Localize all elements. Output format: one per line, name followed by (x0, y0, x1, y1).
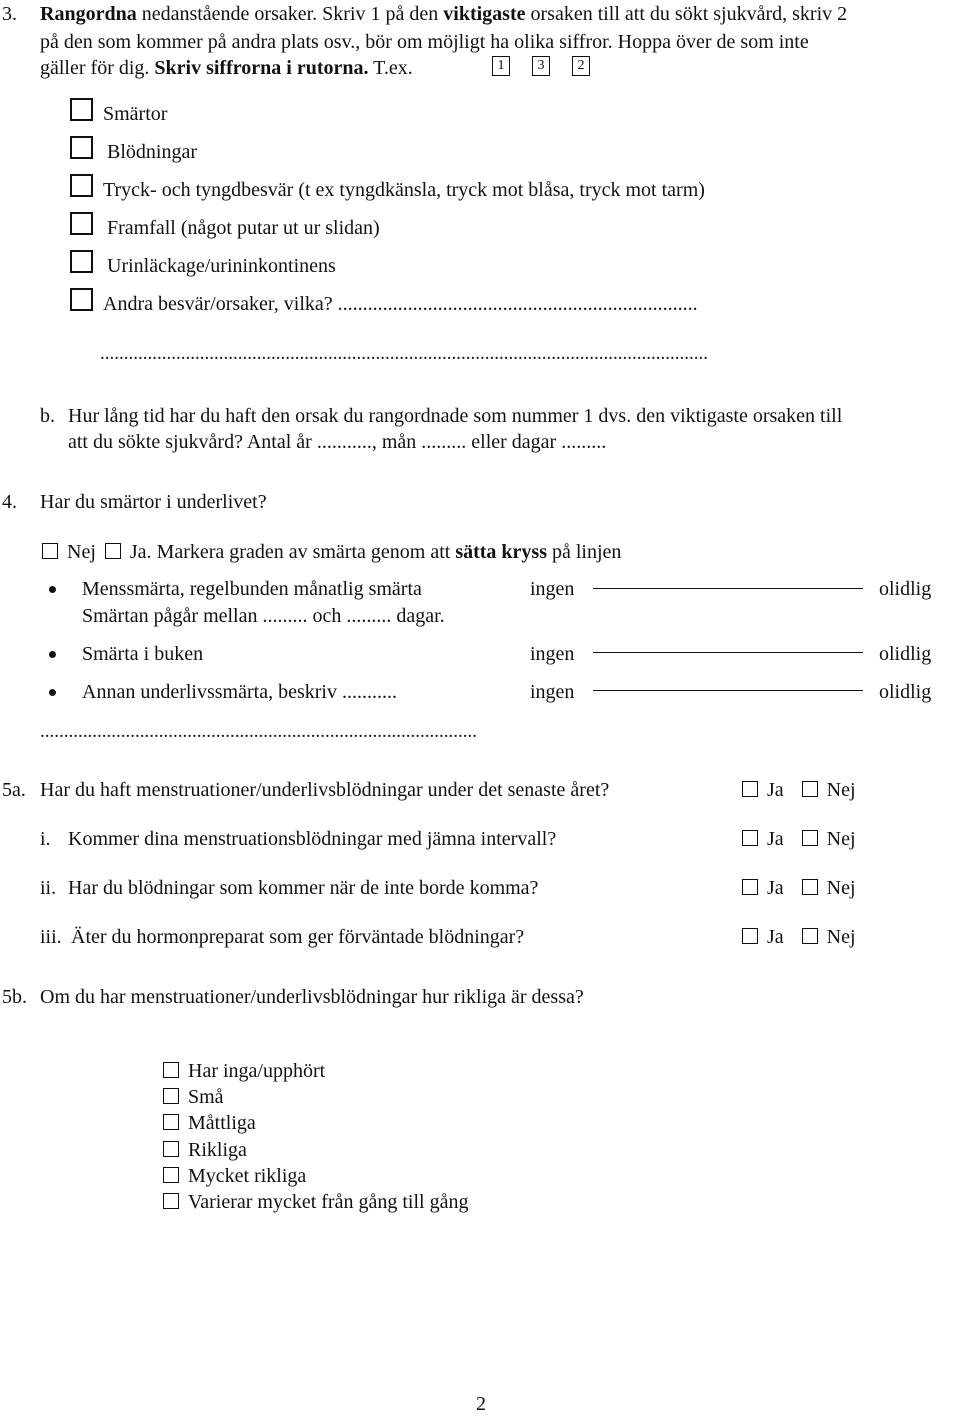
ja-label: Ja (767, 926, 784, 948)
amount-label: Små (188, 1086, 224, 1108)
rank-option-andra[interactable] (70, 288, 698, 316)
scale-max-label: olidlig (879, 681, 932, 703)
q3-skriv-siffrorna: Skriv siffrorna i rutorna. (154, 57, 369, 79)
q5a-sub-num: iii. (40, 926, 62, 948)
q5a-sub-answer (742, 827, 856, 851)
q5b-question: Om du har menstruationer/underlivsblödningar hur rikliga är dessa? (40, 986, 584, 1008)
option-label: Andra besvär/orsaker, vilka? ........................................................................ (103, 293, 698, 315)
ja-checkbox[interactable] (105, 543, 121, 559)
ja-label: Ja. (129, 541, 152, 563)
scale-min-label: ingen (530, 643, 575, 665)
pain-item-label: Menssmärta, regelbunden månatlig smärta (82, 578, 422, 600)
q3-text-line1 (40, 2, 847, 26)
q3-number: 3. (2, 3, 17, 25)
amount-checkbox[interactable] (163, 1114, 179, 1130)
q3-line3-pre: gäller för dig. (40, 57, 155, 79)
scale-min-label: ingen (530, 578, 575, 600)
q3-viktigaste: viktigaste (443, 3, 526, 25)
amount-option[interactable] (163, 1085, 224, 1109)
pain-item-label: Annan underlivssmärta, beskriv ........... (82, 681, 397, 703)
nej-label: Nej (826, 926, 856, 948)
option-label: Smärtor (103, 103, 168, 125)
option-label: Framfall (något putar ut ur slidan) (107, 217, 380, 239)
amount-label: Har inga/upphört (188, 1060, 326, 1082)
pain-item-label: Smärta i buken (82, 643, 204, 665)
option-label: Urinläckage/urininkontinens (107, 255, 336, 277)
amount-checkbox[interactable] (163, 1088, 179, 1104)
ja-checkbox[interactable] (742, 879, 758, 895)
ja-checkbox[interactable] (742, 781, 758, 797)
ja-label: Ja (767, 779, 784, 801)
q5a-sub-answer (742, 876, 856, 900)
rank-checkbox[interactable] (70, 288, 93, 311)
amount-option[interactable] (163, 1111, 256, 1135)
ja-checkbox[interactable] (742, 830, 758, 846)
q3-line3-post: T.ex. (368, 57, 413, 79)
q4-number: 4. (2, 491, 17, 513)
ja-checkbox[interactable] (742, 928, 758, 944)
ja-label: Ja (767, 828, 784, 850)
describe-dots: ............................................................................................ (40, 721, 477, 742)
pain-scale-line[interactable] (593, 652, 863, 653)
q3-line1-mid: nedanstående orsaker. Skriv 1 på den (136, 3, 444, 25)
q3b-text-line2: att du sökte sjukvård? Antal år ..........., mån ......... eller dagar ......... (68, 431, 607, 453)
amount-option[interactable] (163, 1164, 306, 1188)
amount-label: Mycket rikliga (188, 1165, 307, 1187)
q3-text-line2: på den som kommer på andra plats osv., bör om möjligt ha olika siffror. Hoppa över de som inte (40, 31, 809, 53)
rank-checkbox[interactable] (70, 98, 93, 121)
ja-label: Ja (767, 877, 784, 899)
pain-duration: Smärtan pågår mellan ......... och ......... dagar. (82, 605, 445, 627)
rank-option-blodningar[interactable] (70, 136, 197, 164)
q4-question: Har du smärtor i underlivet? (40, 491, 267, 513)
nej-checkbox[interactable] (802, 781, 818, 797)
q3-text-line3 (40, 56, 413, 80)
example-digit-box: 3 (532, 56, 550, 76)
q4-instruction-post: på linjen (547, 541, 622, 563)
rank-checkbox[interactable] (70, 250, 93, 273)
continuation-dots: ................................................................................................................................ (100, 343, 708, 364)
q5a-number: 5a. (2, 779, 26, 801)
q4-instruction: Markera graden av smärta genom att (151, 541, 456, 563)
scale-max-label: olidlig (879, 578, 932, 600)
q5a-sub-answer (742, 925, 856, 949)
amount-label: Rikliga (188, 1139, 247, 1161)
nej-label: Nej (826, 877, 856, 899)
q5a-sub-num: i. (40, 828, 51, 850)
amount-option[interactable] (163, 1059, 325, 1083)
q5a-sub-text: Kommer dina menstruationsblödningar med jämna intervall? (68, 828, 557, 850)
amount-label: Varierar mycket från gång till gång (188, 1191, 469, 1213)
amount-checkbox[interactable] (163, 1193, 179, 1209)
q3-rangordna: Rangordna (40, 3, 137, 25)
rank-option-urinlackage[interactable] (70, 250, 336, 278)
amount-checkbox[interactable] (163, 1141, 179, 1157)
example-digit-box: 1 (492, 56, 510, 76)
nej-checkbox[interactable] (802, 928, 818, 944)
scale-max-label: olidlig (879, 643, 932, 665)
example-digit-box: 2 (572, 56, 590, 76)
q4-answer-row (42, 540, 621, 564)
q5b-number: 5b. (2, 986, 27, 1008)
nej-checkbox[interactable] (802, 879, 818, 895)
scale-min-label: ingen (530, 681, 575, 703)
pain-scale-line[interactable] (593, 588, 863, 589)
option-label: Tryck- och tyngdbesvär (t ex tyngdkänsla, tryck mot blåsa, tryck mot tarm) (103, 179, 705, 201)
nej-label: Nej (826, 828, 856, 850)
rank-option-framfall[interactable] (70, 212, 380, 240)
q4-satta-kryss: sätta kryss (455, 541, 547, 563)
rank-checkbox[interactable] (70, 136, 93, 159)
pain-scale-line[interactable] (593, 690, 863, 691)
q5a-question: Har du haft menstruationer/underlivsblödningar under det senaste året? (40, 779, 610, 801)
nej-checkbox[interactable] (42, 543, 58, 559)
amount-checkbox[interactable] (163, 1062, 179, 1078)
rank-option-tryck[interactable] (70, 174, 705, 202)
nej-label: Nej (826, 779, 856, 801)
bullet (49, 689, 56, 696)
q5a-answer (742, 778, 856, 802)
amount-label: Måttliga (188, 1112, 256, 1134)
rank-checkbox[interactable] (70, 174, 93, 197)
nej-label: Nej (67, 541, 96, 563)
amount-option[interactable] (163, 1138, 247, 1162)
q3-line1-post: orsaken till att du sökt sjukvård, skriv 2 (525, 3, 848, 25)
option-label: Blödningar (107, 141, 197, 163)
rank-checkbox[interactable] (70, 212, 93, 235)
q5a-sub-num: ii. (40, 877, 57, 899)
bullet (49, 651, 56, 658)
amount-option[interactable] (163, 1190, 468, 1214)
bullet (49, 586, 56, 593)
q3b-text-line1: Hur lång tid har du haft den orsak du rangordnade som nummer 1 dvs. den viktigaste orsaken till (68, 405, 843, 427)
amount-checkbox[interactable] (163, 1167, 179, 1183)
rank-option-smartor[interactable] (70, 98, 167, 126)
q3b-label: b. (40, 405, 55, 427)
nej-checkbox[interactable] (802, 830, 818, 846)
q5a-sub-text: Äter du hormonpreparat som ger förväntade blödningar? (71, 926, 525, 948)
q5a-sub-text: Har du blödningar som kommer när de inte borde komma? (68, 877, 539, 899)
page-number: 2 (476, 1393, 486, 1415)
